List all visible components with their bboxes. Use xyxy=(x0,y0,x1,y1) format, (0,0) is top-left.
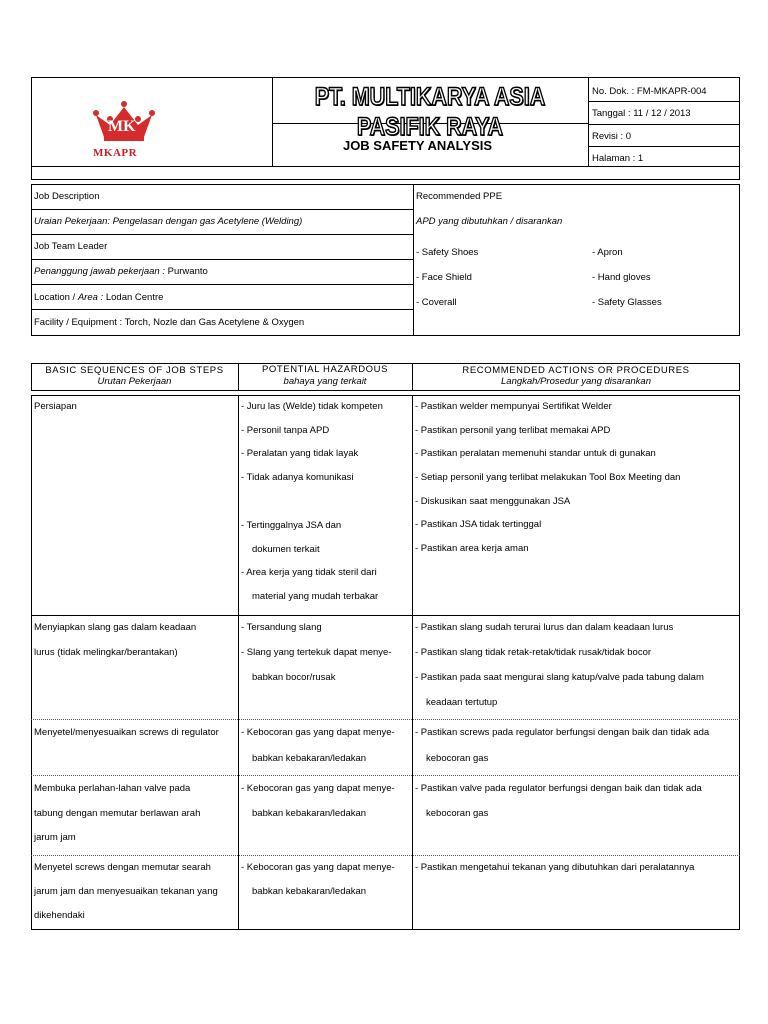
action-text: - Pastikan slang tidak retak-retak/tidak rusak/tidak bocor xyxy=(415,647,652,658)
action-text: - Pastikan welder mempunyai Sertifikat Welder xyxy=(415,401,612,412)
action-text: - Pastikan slang sudah terurai lurus dan dalam keadaan lurus xyxy=(415,622,674,633)
col3-subtitle: Langkah/Prosedur yang disarankan xyxy=(501,376,651,387)
doc-info-divider-3 xyxy=(588,146,740,147)
col1-subtitle: Urutan Pekerjaan xyxy=(97,376,172,387)
step-text: lurus (tidak melingkar/berantakan) xyxy=(34,647,178,658)
hazard-text: - Kebocoran gas yang dapat menye- xyxy=(241,727,395,738)
action-text: - Diskusikan saat menggunakan JSA xyxy=(415,496,571,507)
step-text: jarum jam xyxy=(34,832,76,843)
table-row-divider-dotted xyxy=(31,775,740,776)
hazard-text: - Kebocoran gas yang dapat menye- xyxy=(241,783,395,794)
step-text: Membuka perlahan-lahan valve pada xyxy=(34,783,191,794)
info-frame xyxy=(31,184,740,336)
doc-number: No. Dok. : FM-MKAPR-004 xyxy=(592,86,707,97)
action-text: - Pastikan mengetahui tekanan yang dibutuhkan dari peralatannya xyxy=(415,862,695,873)
col2-subtitle: bahaya yang terkait xyxy=(283,376,367,387)
table-col-divider-2 xyxy=(412,395,413,930)
step-text: Menyetel/menyesuaikan screws di regulator xyxy=(34,727,219,738)
step-text: Menyetel screws dengan memutar searah xyxy=(34,862,211,873)
logo-text: MKAPR xyxy=(93,147,138,159)
ppe-item: - Coverall xyxy=(416,297,457,308)
doc-revision: Revisi : 0 xyxy=(592,131,632,142)
team-leader-value-label: Penanggung jawab pekerjaan : xyxy=(34,266,165,277)
location-label: Location / xyxy=(34,292,76,303)
ppe-item: - Hand gloves xyxy=(592,272,651,283)
action-text: - Setiap personil yang terlibat melakukan Tool Box Meeting dan xyxy=(415,472,681,483)
table-row-divider-dotted xyxy=(31,855,740,856)
hazard-text: material yang mudah terbakar xyxy=(252,591,379,602)
action-text: kebocoran gas xyxy=(426,753,489,764)
header-bottom-line xyxy=(31,166,740,167)
action-text: - Pastikan personil yang terlibat memakai APD xyxy=(415,425,611,436)
doc-info-divider-1 xyxy=(588,101,740,102)
logo-mark: MK xyxy=(108,118,136,135)
table-row-divider xyxy=(31,615,740,616)
hazard-text: babkan kebakaran/ledakan xyxy=(252,753,367,764)
doc-page: Halaman : 1 xyxy=(592,153,644,164)
info-row-line-3 xyxy=(31,259,413,260)
action-text: kebocoran gas xyxy=(426,808,489,819)
hazard-text: - Peralatan yang tidak layak xyxy=(241,448,359,459)
action-text: - Pastikan pada saat mengurai slang katup/valve pada tabung dalam xyxy=(415,672,704,683)
job-description-label: Job Description xyxy=(34,191,100,202)
info-row-line-4 xyxy=(31,284,413,285)
info-row-line-2 xyxy=(31,234,413,235)
action-text: - Pastikan JSA tidak tertinggal xyxy=(415,519,542,530)
col3-title: RECOMMENDED ACTIONS OR PROCEDURES xyxy=(462,365,690,376)
team-leader-label: Job Team Leader xyxy=(34,241,108,252)
doc-info-divider-2 xyxy=(588,124,740,125)
hazard-text: - Juru las (Welde) tidak kompeten xyxy=(241,401,383,412)
hazard-text: - Area kerja yang tidak steril dari xyxy=(241,567,377,578)
action-text: - Pastikan peralatan memenuhi standar untuk di gunakan xyxy=(415,448,656,459)
location-value: Lodan Centre xyxy=(105,292,164,303)
table-row-divider-dotted xyxy=(31,719,740,720)
ppe-item: - Safety Glasses xyxy=(592,297,662,308)
hazard-text: babkan kebakaran/ledakan xyxy=(252,808,367,819)
hazard-text: - Slang yang tertekuk dapat menye- xyxy=(241,647,392,658)
hazard-text: - Personil tanpa APD xyxy=(241,425,330,436)
step-text: Menyiapkan slang gas dalam keadaan xyxy=(34,622,197,633)
table-col-divider-1 xyxy=(238,395,239,930)
doc-date: Tanggal : 11 / 12 / 2013 xyxy=(592,108,691,119)
team-leader-value xyxy=(34,266,208,278)
ppe-item: - Apron xyxy=(592,247,623,258)
team-leader-name: Purwanto xyxy=(167,266,208,277)
step-text: jarum jam dan menyesuaikan tekanan yang xyxy=(34,886,218,897)
hazard-text: - Kebocoran gas yang dapat menye- xyxy=(241,862,395,873)
ppe-label: Recommended PPE xyxy=(416,191,503,202)
action-text: - Pastikan valve pada regulator berfungsi dengan baik dan tidak ada xyxy=(415,783,702,794)
step-text: tabung dengan memutar berlawan arah xyxy=(34,808,201,819)
ppe-item: - Safety Shoes xyxy=(416,247,479,258)
header-divider-left xyxy=(272,77,273,166)
form-title: JOB SAFETY ANALYSIS xyxy=(342,138,493,153)
location-area-label: Area : xyxy=(77,292,104,303)
facility-equipment: Facility / Equipment : Torch, Nozle dan Gas Acetylene & Oxygen xyxy=(34,317,305,328)
col2-title: POTENTIAL HAZARDOUS xyxy=(261,364,389,375)
hazard-text: - Tersandung slang xyxy=(241,622,322,633)
ppe-item: - Face Shield xyxy=(416,272,472,283)
ppe-sublabel: APD yang dibutuhkan / disarankan xyxy=(416,216,563,227)
header-divider-right xyxy=(588,77,589,166)
location xyxy=(34,292,163,304)
info-row-line-5 xyxy=(31,309,413,310)
info-divider xyxy=(413,184,414,336)
info-row-line-1 xyxy=(31,209,413,210)
action-text: - Pastikan area kerja aman xyxy=(415,543,529,554)
job-description-value: Uraian Pekerjaan: Pengelasan dengan gas Acetylene (Welding) xyxy=(34,216,303,227)
company-name: PT. MULTIKARYA ASIA PASIFIK RAYA xyxy=(314,83,546,141)
action-text: keadaan tertutup xyxy=(426,697,498,708)
hazard-text: babkan bocor/rusak xyxy=(252,672,336,683)
action-text: - Pastikan screws pada regulator berfungsi dengan baik dan tidak ada xyxy=(415,727,710,738)
step-text: dikehendaki xyxy=(34,910,85,921)
col1-title: BASIC SEQUENCES OF JOB STEPS xyxy=(45,365,224,376)
hazard-text: dokumen terkait xyxy=(252,544,320,555)
hazard-text: - Tertinggalnya JSA dan xyxy=(241,520,342,531)
hazard-text: - Tidak adanya komunikasi xyxy=(241,472,354,483)
hazard-text: babkan kebakaran/ledakan xyxy=(252,886,367,897)
step-text: Persiapan xyxy=(34,401,77,412)
